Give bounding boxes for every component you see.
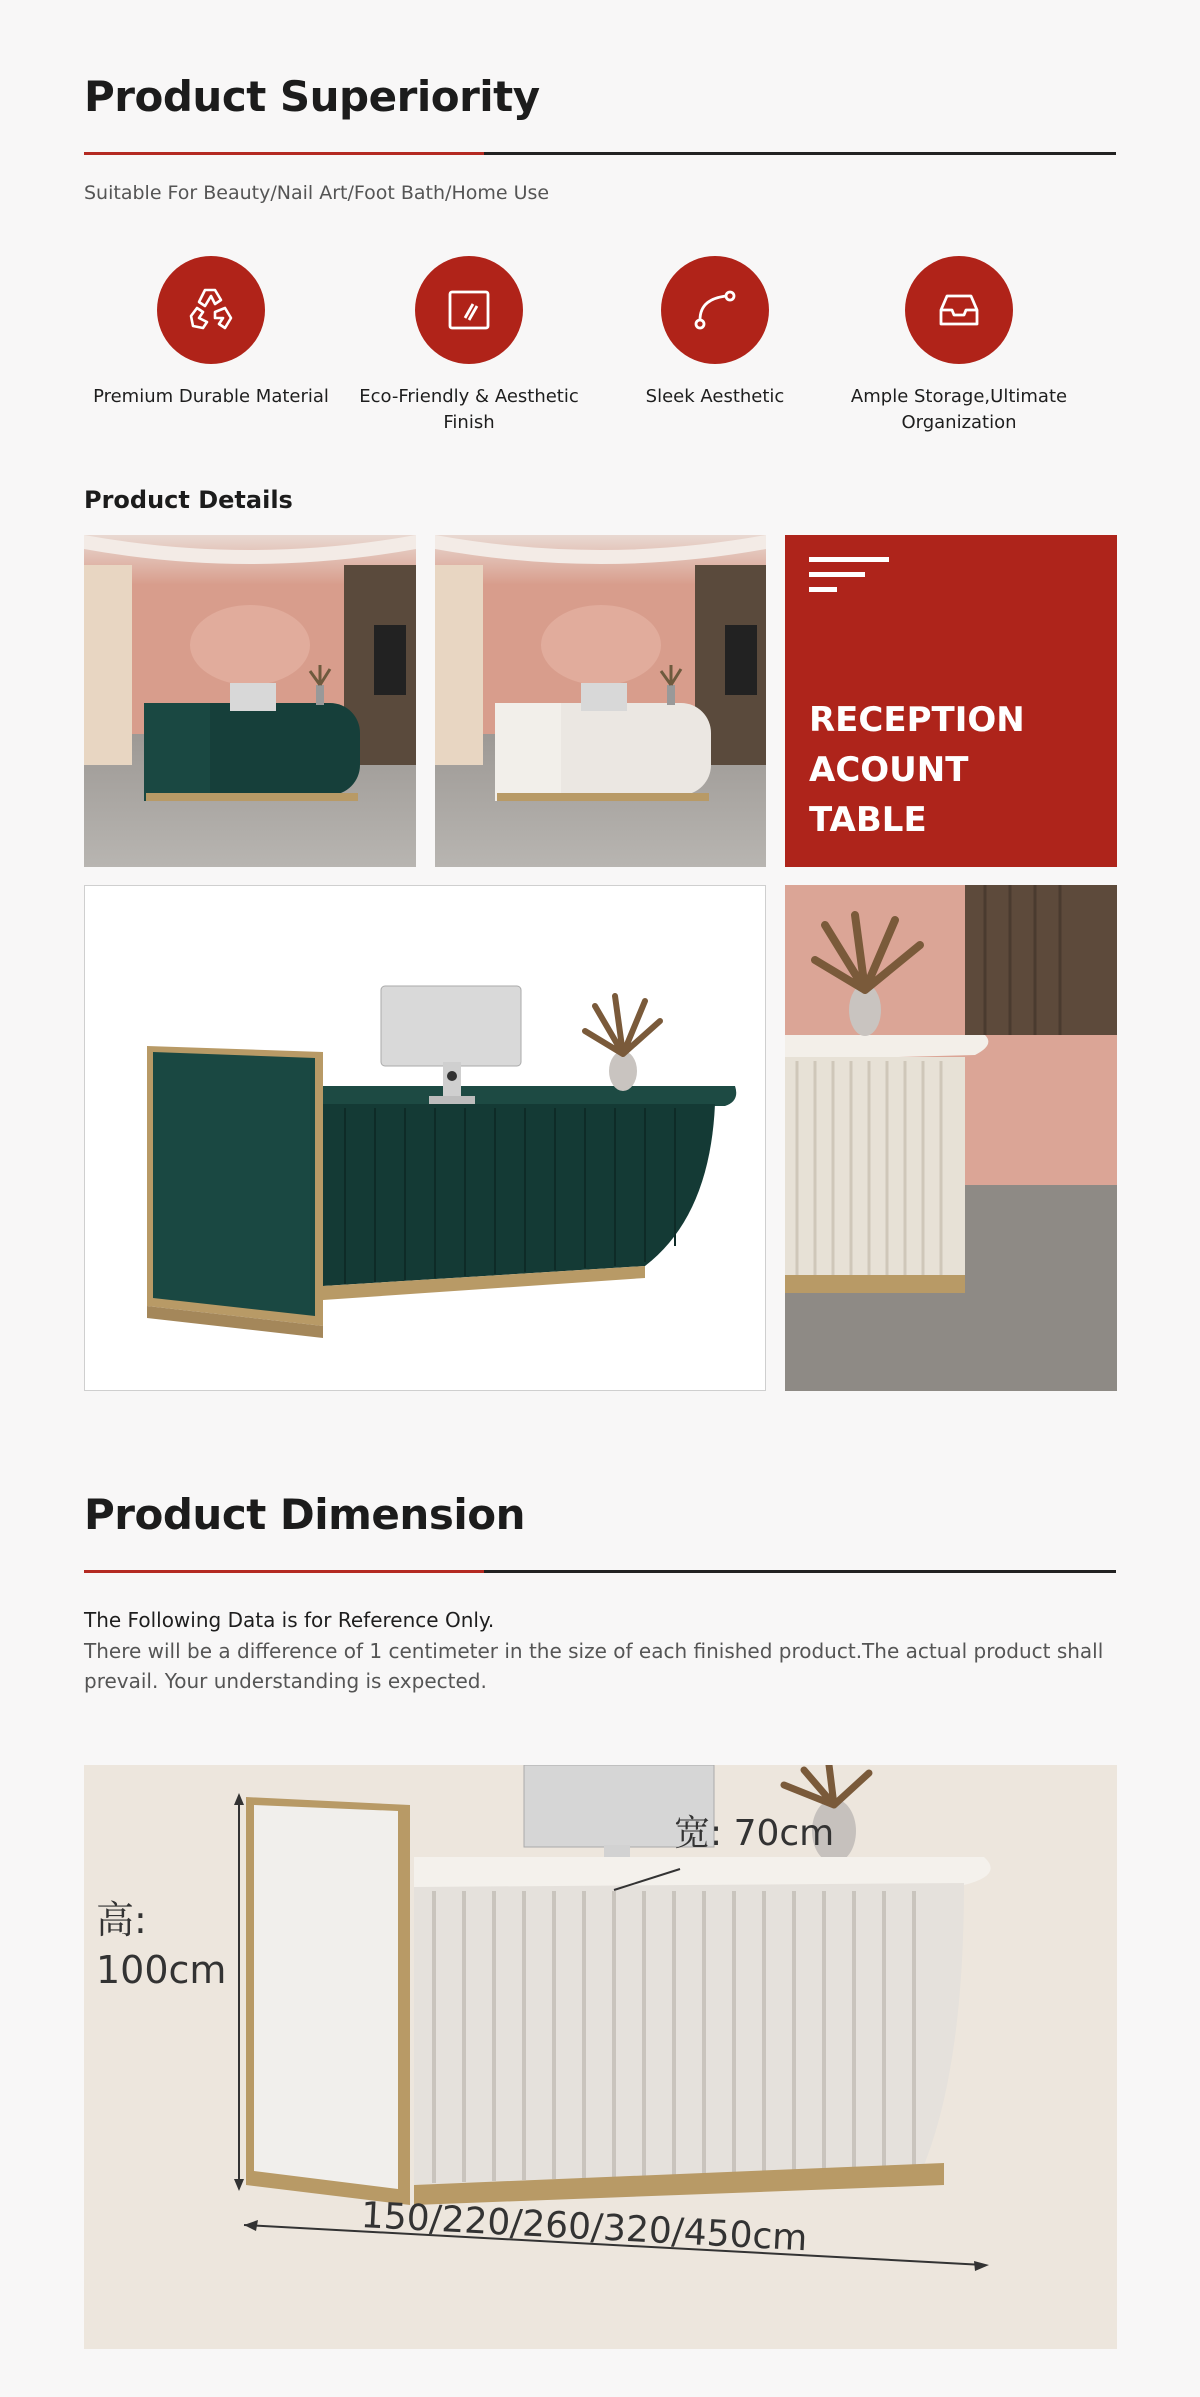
dimension-divider [84,1570,1116,1573]
glass-panel-icon [415,256,523,364]
dimension-note: There will be a difference of 1 centimeter in the size of each finished product.The actual product shall prevail. Your understanding is expected. [84,1639,1104,1693]
product-photo-white-room [435,535,766,867]
dimension-note-strong: The Following Data is for Reference Only. [84,1608,495,1632]
product-photo-green-room [84,535,416,867]
product-photo-closeup [785,885,1117,1391]
dimension-diagram [84,1765,1117,2349]
superiority-title: Product Superiority [84,72,540,121]
recycle-icon [157,256,265,364]
feature-label: Sleek Aesthetic [645,386,785,407]
feature-label: Premium Durable Material [93,386,329,407]
curve-path-icon [661,256,769,364]
storage-tray-icon [905,256,1013,364]
product-photo-green-large [84,885,766,1391]
dimension-title: Product Dimension [84,1490,525,1539]
feature-sleek-aesthetic [585,256,845,410]
superiority-divider [84,152,1116,155]
length-label: 150/220/260/320/450cm [359,2195,809,2260]
superiority-subtitle: Suitable For Beauty/Nail Art/Foot Bath/Home Use [84,182,550,204]
banner-title: RECEPTION ACOUNT TABLE [809,700,1025,840]
feature-eco-friendly [339,256,599,436]
feature-premium-durable [81,256,341,410]
height-label: 高: 100cm [96,1898,227,1992]
feature-label: Ample Storage,Ultimate Organization [850,386,1068,433]
details-title: Product Details [84,486,293,514]
width-label: 宽: 70cm [674,1813,835,1854]
feature-label: Eco-Friendly & Aesthetic Finish [359,386,579,433]
reception-table-banner [785,535,1117,867]
feature-ample-storage [829,256,1089,436]
